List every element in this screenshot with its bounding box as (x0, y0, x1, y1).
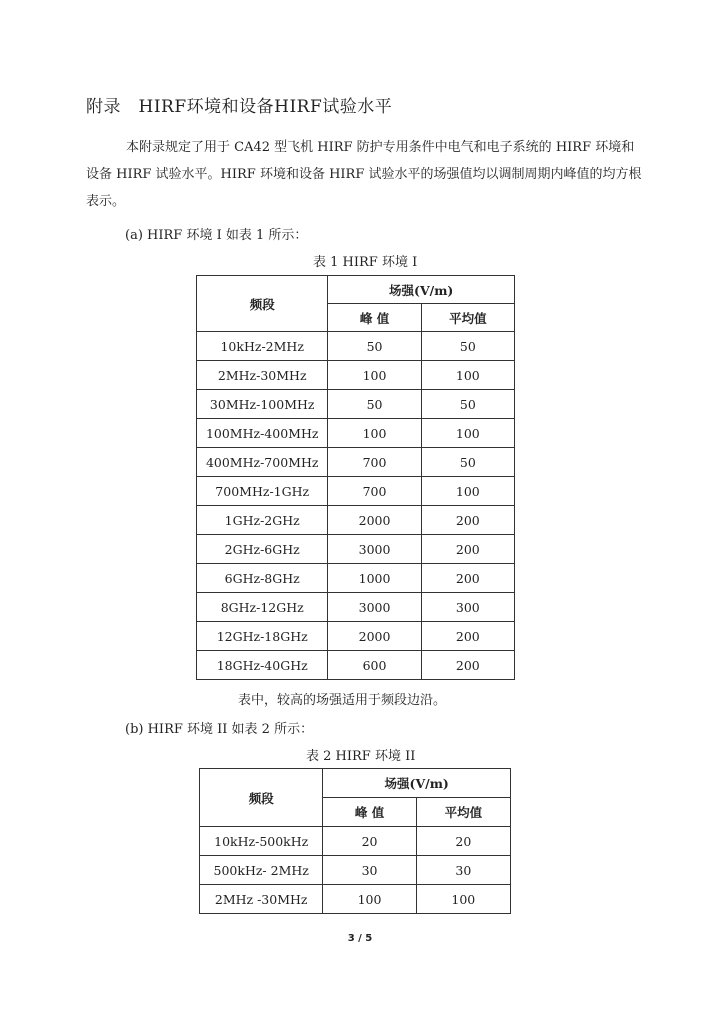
cell-band: 2MHz-30MHz (197, 361, 328, 390)
cell-avg: 200 (421, 651, 514, 680)
cell-avg: 50 (421, 332, 514, 361)
table-row (197, 332, 515, 361)
item-b-text: (b) HIRF 环境 II 如表 2 所示： (125, 722, 314, 737)
table2-header-avg: 平均值 (416, 798, 510, 827)
cell-band: 6GHz-8GHz (197, 564, 328, 593)
cell-avg: 30 (416, 856, 510, 885)
cell-band: 400MHz-700MHz (197, 448, 328, 477)
item-a-text: (a) HIRF 环境 I 如表 1 所示： (125, 228, 308, 243)
table-row (197, 448, 515, 477)
cell-band: 100MHz-400MHz (197, 419, 328, 448)
cell-band: 2GHz-6GHz (197, 535, 328, 564)
cell-peak: 30 (323, 856, 416, 885)
table1-hirf-environment-1 (196, 275, 515, 680)
table1-caption: 表 1 HIRF 环境 I (313, 255, 418, 270)
cell-band: 500kHz- 2MHz (200, 856, 323, 885)
table-row (197, 477, 515, 506)
table1-header-peak: 峰 值 (328, 304, 421, 332)
page-number: 3 / 5 (347, 933, 373, 944)
table-row (197, 593, 515, 622)
cell-peak: 2000 (328, 506, 421, 535)
cell-avg: 300 (421, 593, 514, 622)
table2-caption: 表 2 HIRF 环境 II (306, 749, 416, 764)
cell-peak: 20 (323, 827, 416, 856)
cell-peak: 100 (323, 885, 416, 914)
cell-peak: 1000 (328, 564, 421, 593)
cell-peak: 3000 (328, 535, 421, 564)
table-row (200, 885, 511, 914)
table2-header-field: 场强(V/m) (323, 769, 511, 798)
cell-band: 10kHz-500kHz (200, 827, 323, 856)
cell-avg: 20 (416, 827, 510, 856)
appendix-heading: 附录 HIRF环境和设备HIRF试验水平 (86, 97, 393, 117)
table-row (197, 390, 515, 419)
table-row (197, 564, 515, 593)
table2-hirf-environment-2 (199, 768, 511, 914)
table2-header-band: 频段 (200, 769, 323, 827)
cell-band: 12GHz-18GHz (197, 622, 328, 651)
table-row (197, 651, 515, 680)
cell-avg: 100 (421, 361, 514, 390)
cell-avg: 200 (421, 564, 514, 593)
cell-peak: 600 (328, 651, 421, 680)
cell-band: 18GHz-40GHz (197, 651, 328, 680)
cell-avg: 200 (421, 506, 514, 535)
cell-band: 700MHz-1GHz (197, 477, 328, 506)
cell-avg: 200 (421, 622, 514, 651)
cell-peak: 100 (328, 419, 421, 448)
cell-band: 30MHz-100MHz (197, 390, 328, 419)
cell-avg: 50 (421, 448, 514, 477)
table1-note: 表中，较高的场强适用于频段边沿。 (238, 693, 447, 708)
table1-header-avg: 平均值 (421, 304, 514, 332)
cell-avg: 100 (421, 477, 514, 506)
table-row (197, 506, 515, 535)
cell-peak: 3000 (328, 593, 421, 622)
cell-peak: 100 (328, 361, 421, 390)
cell-peak: 700 (328, 477, 421, 506)
table-row (197, 535, 515, 564)
cell-avg: 100 (416, 885, 510, 914)
cell-avg: 50 (421, 390, 514, 419)
cell-avg: 200 (421, 535, 514, 564)
cell-avg: 100 (421, 419, 514, 448)
cell-peak: 50 (328, 390, 421, 419)
cell-peak: 50 (328, 332, 421, 361)
table-row (197, 361, 515, 390)
intro-paragraph: 本附录规定了用于 CA42 型飞机 HIRF 防护专用条件中电气和电子系统的 HIRF 环境和设备 HIRF 试验水平。HIRF 环境和设备 HIRF 试验水平的场强值均以调制周期内峰值的均方根表示。 (86, 140, 642, 209)
table2-header-peak: 峰 值 (323, 798, 416, 827)
cell-band: 10kHz-2MHz (197, 332, 328, 361)
table-row (197, 419, 515, 448)
cell-band: 1GHz-2GHz (197, 506, 328, 535)
cell-band: 2MHz -30MHz (200, 885, 323, 914)
table-row (200, 856, 511, 885)
table1-header-band: 频段 (197, 276, 328, 332)
table1-header-field: 场强(V/m) (328, 276, 515, 304)
table-row (200, 827, 511, 856)
cell-peak: 700 (328, 448, 421, 477)
cell-peak: 2000 (328, 622, 421, 651)
cell-band: 8GHz-12GHz (197, 593, 328, 622)
table-row (197, 622, 515, 651)
